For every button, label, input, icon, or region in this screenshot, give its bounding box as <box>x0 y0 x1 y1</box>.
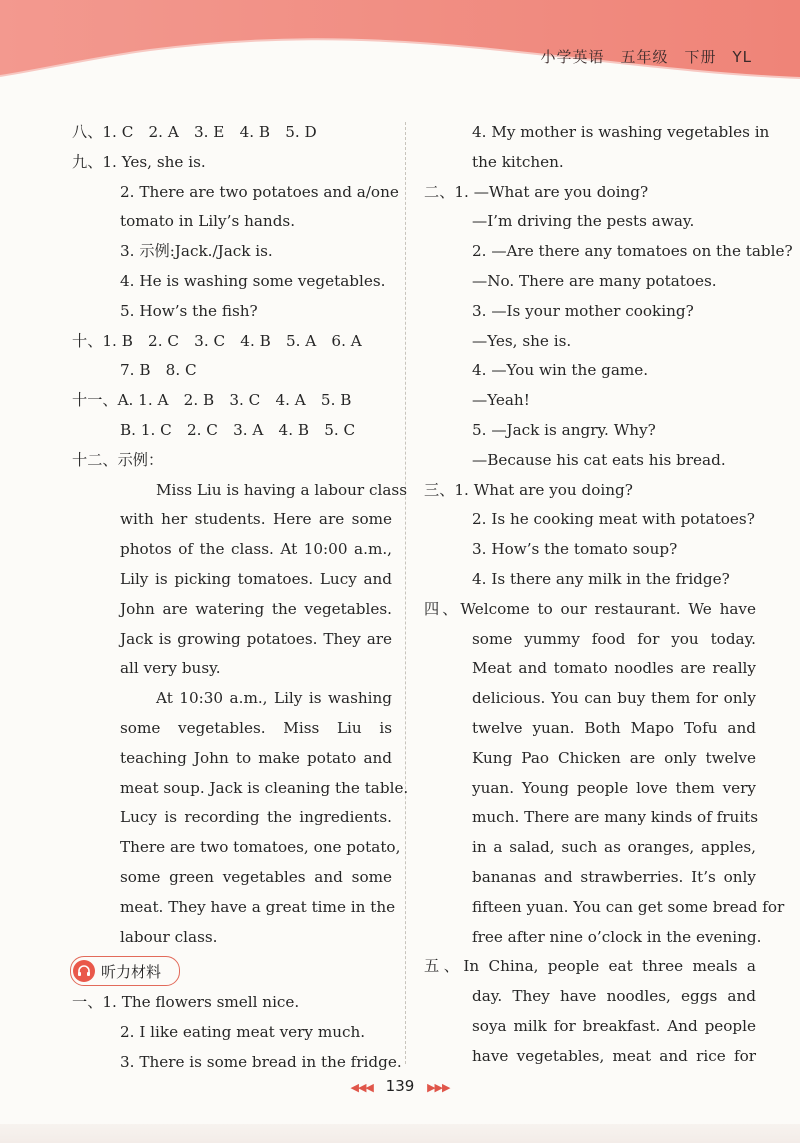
headphones-icon <box>73 960 95 982</box>
section-3-line: 2. Is he cooking meat with potatoes? <box>472 510 755 529</box>
left-column <box>72 118 409 1078</box>
section-4-paragraph <box>424 625 785 953</box>
answer-line-11a: 十一、A. 1. A 2. B 3. C 4. A 5. B <box>72 391 352 410</box>
section-2-line: 2. —Are there any tomatoes on the table? <box>472 242 793 261</box>
answer-line-9-5: 5. How’s the fish? <box>120 301 258 320</box>
page-number: 139 <box>385 1077 415 1095</box>
listening-line-4: 4. My mother is washing vegetables in <box>472 123 770 141</box>
essay-line: Lucy is recording the ingredients. <box>120 808 392 827</box>
essay-line: At 10:30 a.m., Lily is washing <box>156 689 392 708</box>
essay-line: some green vegetables and some <box>120 867 392 886</box>
section-5-head: 五、In China, people eat three meals a <box>424 957 756 976</box>
answer-line-9-2b: tomato in Lily’s hands. <box>120 212 296 231</box>
essay-line: Jack is growing potatoes. They are <box>120 629 392 648</box>
section-4-line: Meat and tomato noodles are really <box>472 659 756 678</box>
essay-line: with her students. Here are some <box>120 510 392 529</box>
section-5-line: day. They have noodles, eggs and <box>472 987 756 1006</box>
essay-line: Miss Liu is having a labour class <box>156 480 407 499</box>
listening-line-3: 3. There is some bread in the fridge. <box>120 1052 402 1071</box>
essay-line: Lily is picking tomatoes. Lucy and <box>120 569 392 588</box>
arrow-left-icon: ◀◀◀ <box>350 1081 373 1094</box>
section-4-line: some yummy food for you today. <box>472 629 756 648</box>
section-3-line: 3. How’s the tomato soup? <box>472 540 678 559</box>
arrow-right-icon: ▶▶▶ <box>427 1081 450 1094</box>
essay-line: some vegetables. Miss Liu is <box>120 718 392 737</box>
section-2-line: —Yeah! <box>472 391 530 410</box>
essay-line: meat. They have a great time in the <box>120 897 396 916</box>
listening-label: 听力材料 <box>101 962 162 981</box>
answer-line-9-3: 3. 示例:Jack./Jack is. <box>120 242 273 261</box>
section-5-line: soya milk for breakfast. And people <box>472 1016 756 1035</box>
listening-line-2: 2. I like eating meat very much. <box>120 1023 366 1042</box>
essay-line: photos of the class. At 10:00 a.m., <box>120 540 392 559</box>
listening-line-4b: the kitchen. <box>472 152 564 171</box>
section-2-line: —Because his cat eats his bread. <box>472 450 726 469</box>
section-4-line: twelve yuan. Both Mapo Tofu and <box>472 718 756 737</box>
section-4-head: 四、Welcome to our restaurant. We have <box>424 599 756 618</box>
section-2-line: 3. —Is your mother cooking? <box>472 301 694 320</box>
section-5-line: have vegetables, meat and rice for <box>472 1046 756 1065</box>
section-2-line: 二、1. —What are you doing? <box>424 182 649 201</box>
answer-line-12: 十二、示例： <box>72 450 164 469</box>
section-4-line: Kung Pao Chicken are only twelve <box>472 748 756 767</box>
page-footer <box>0 1077 800 1095</box>
column-divider <box>405 122 406 1064</box>
section-5-paragraph <box>424 982 756 1071</box>
section-4-line: in a salad, such as oranges, apples, <box>472 838 756 857</box>
essay-line: There are two tomatoes, one potato, <box>120 838 401 857</box>
right-column <box>424 118 793 1072</box>
answer-line-10b: 7. B 8. C <box>120 361 197 380</box>
section-4-line: bananas and strawberries. It’s only <box>472 867 756 886</box>
essay-line: John are watering the vegetables. <box>120 599 392 618</box>
answer-line-9-2: 2. There are two potatoes and a/one <box>120 182 399 201</box>
section-3-line: 三、1. What are you doing? <box>424 480 633 499</box>
essay-line: labour class. <box>120 927 218 946</box>
essay-line: meat soup. Jack is cleaning the table. <box>120 778 409 797</box>
essay-line: all very busy. <box>120 659 221 678</box>
section-4-line: yuan. Young people love them very <box>472 778 756 797</box>
section-3-line: 4. Is there any milk in the fridge? <box>472 569 730 588</box>
section-2-line: —I’m driving the pests away. <box>472 212 695 231</box>
section-4-line: delicious. You can buy them for only <box>472 689 756 708</box>
section-4-line: fifteen yuan. You can get some bread for <box>472 897 785 916</box>
section-2-line: —No. There are many potatoes. <box>472 271 717 290</box>
answer-line-9-4: 4. He is washing some vegetables. <box>120 271 386 290</box>
listening-material-badge <box>70 956 180 986</box>
section-2-line: 4. —You win the game. <box>472 361 649 380</box>
section-2-line: 5. —Jack is angry. Why? <box>472 420 656 439</box>
section-4-line: free after nine o’clock in the evening. <box>472 927 762 946</box>
answer-line-10: 十、1. B 2. C 3. C 4. B 5. A 6. A <box>72 331 362 350</box>
listening-line-1: 一、1. The flowers smell nice. <box>72 993 300 1012</box>
answer-line-8: 八、1. C 2. A 3. E 4. B 5. D <box>72 123 317 141</box>
answer-line-11b: B. 1. C 2. C 3. A 4. B 5. C <box>120 420 356 439</box>
section-4-line: much. There are many kinds of fruits <box>472 808 759 827</box>
essay-line: teaching John to make potato and <box>120 748 392 767</box>
header-title: 小学英语 五年级 下册 YL <box>540 48 752 66</box>
sample-essay <box>72 476 409 953</box>
section-2-line: —Yes, she is. <box>472 331 572 350</box>
answer-line-9-1: 九、1. Yes, she is. <box>72 152 206 171</box>
footer-band <box>0 1124 800 1143</box>
